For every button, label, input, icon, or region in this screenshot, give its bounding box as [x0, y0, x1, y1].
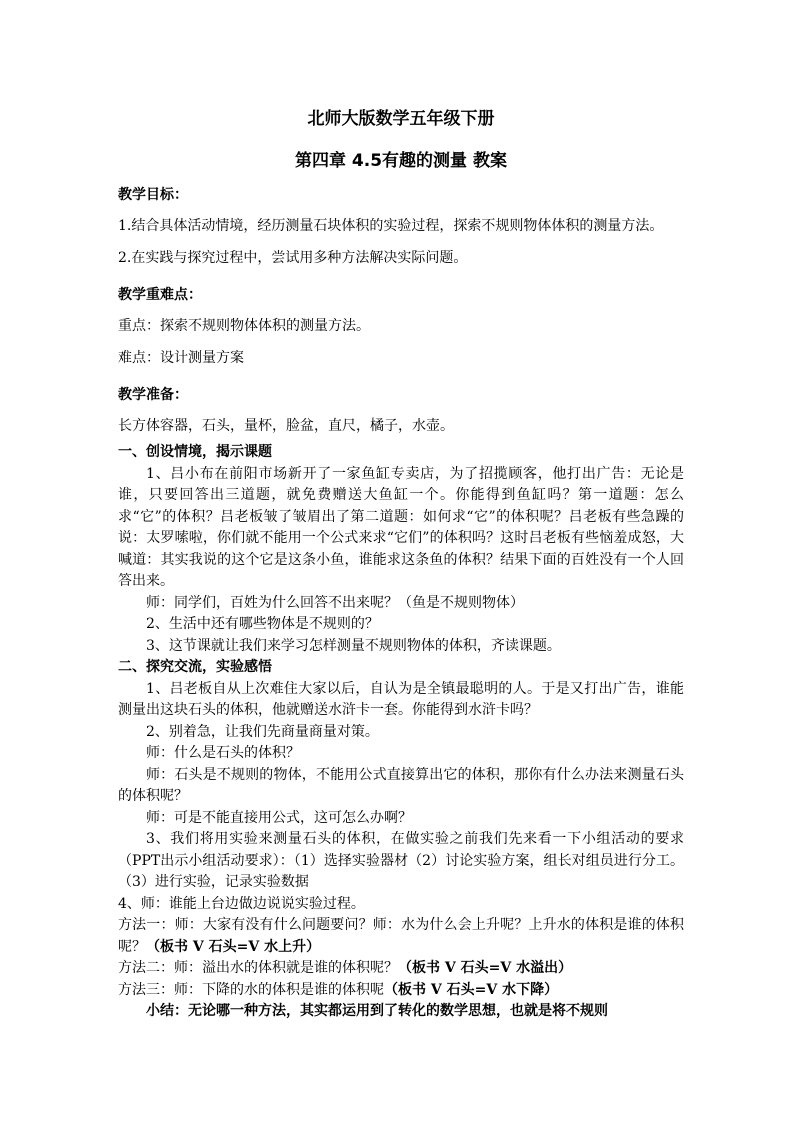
section-2-paragraph: 师：什么是石头的体积？ [146, 745, 300, 761]
section-2-heading: 二、探究交流，实验感悟 [118, 659, 272, 675]
section-2-step-4: 4、师：谁能上台边做边说说实验过程。 [118, 895, 365, 912]
section-2-paragraph: 1、吕老板自从上次难住大家以后，自认为是全镇最聪明的人。于是又打出广告，谁能测量出这块石头的体积，他就赠送水浒卡一套。你能得到水浒卡吗？ [118, 680, 684, 718]
method-1 [118, 915, 684, 958]
method-3-text: 方法三：师：下降的水的体积是谁的体积呢 [118, 981, 384, 998]
method-1-text: 方法一：师：大家有没有什么问题要问？师：水为什么会上升呢？上升水的体积是谁的体积呢？ [118, 917, 684, 955]
document-subtitle: 第四章 4.5有趣的测量 教案 [295, 151, 507, 171]
method-2-text: 方法二：师：溢出水的体积就是谁的体积呢？ [118, 960, 398, 976]
section-2-paragraph: 师：可是不能直接用公式，这可怎么办啊？ [146, 809, 412, 826]
document-body [118, 100, 684, 1023]
summary-label: 小结： [146, 1003, 188, 1019]
goals-heading: 教学目标： [118, 187, 188, 203]
focus-key-point: 重点：探索不规则物体体积的测量方法。 [118, 318, 370, 334]
section-1-paragraph: 师：同学们，百姓为什么回答不出来呢？（鱼是不规则物体） [146, 594, 524, 611]
section-2-paragraph: 3、我们将用实验来测量石头的体积，在做实验之前我们先来看一下小组活动的要求（PPT出示小组活动要求）：（1）选择实验器材（2）讨论实验方案，组长对组员进行分工。（3）进行实验，记录实验数据 [118, 831, 684, 890]
prep-heading: 教学准备： [118, 387, 188, 403]
method-1-board-note: （板书 V 石头=V 水上升） [146, 938, 321, 955]
prep-materials: 长方体容器，石头，量杯，脸盆，直尺，橘子，水壶。 [118, 418, 454, 434]
focus-difficult-point: 难点：设计测量方案 [118, 350, 244, 366]
method-2 [118, 958, 684, 980]
section-1-heading: 一、创设情境，揭示课题 [118, 444, 272, 460]
section-1-paragraph: 1、吕小布在前阳市场新开了一家鱼缸专卖店，为了招揽顾客，他打出广告：无论是谁，只要回答出三道题，就免费赠送大鱼缸一个。你能得到鱼缸吗？第一道题：怎么求“它”的体积？吕老板皱了皱眉出了第二道题：如何求“它”的体积呢？吕老板有些急躁的说：太罗嗦啦，你们就不能用一个公式来求“它们”的体积吗？这时吕老板有些恼羞成怒，大喊道：其实我说的这个它是这条小鱼，谁能求这条鱼的体积？结果下面的百姓没有一个人回答出来。 [118, 465, 684, 589]
method-3 [118, 980, 684, 1002]
focus-heading: 教学重难点： [118, 287, 202, 303]
section-2-paragraph: 师：石头是不规则的物体，不能用公式直接算出它的体积，那你有什么办法来测量石头的体积呢？ [118, 766, 684, 804]
summary [118, 1001, 684, 1023]
summary-text: 无论哪一种方法，其实都运用到了转化的数学思想，也就是将不规则 [188, 1003, 608, 1019]
section-1-paragraph: 2、生活中还有哪些物体是不规则的？ [146, 616, 379, 632]
document-title: 北师大版数学五年级下册 [307, 109, 495, 129]
goal-item-2: 2.在实践与探究过程中，尝试用多种方法解决实际问题。 [118, 250, 468, 266]
goal-item-1: 1.结合具体活动情境，经历测量石块体积的实验过程，探索不规则物体体积的测量方法。 [118, 218, 664, 234]
method-3-board-note: （板书 V 石头=V 水下降） [384, 981, 559, 998]
section-1-paragraph: 3、这节课就让我们来学习怎样测量不规则物体的体积，齐读课题。 [146, 637, 561, 654]
method-2-board-note: （板书 V 石头=V 水溢出） [398, 960, 573, 976]
section-2-paragraph: 2、别着急，让我们先商量商量对策。 [146, 723, 379, 740]
